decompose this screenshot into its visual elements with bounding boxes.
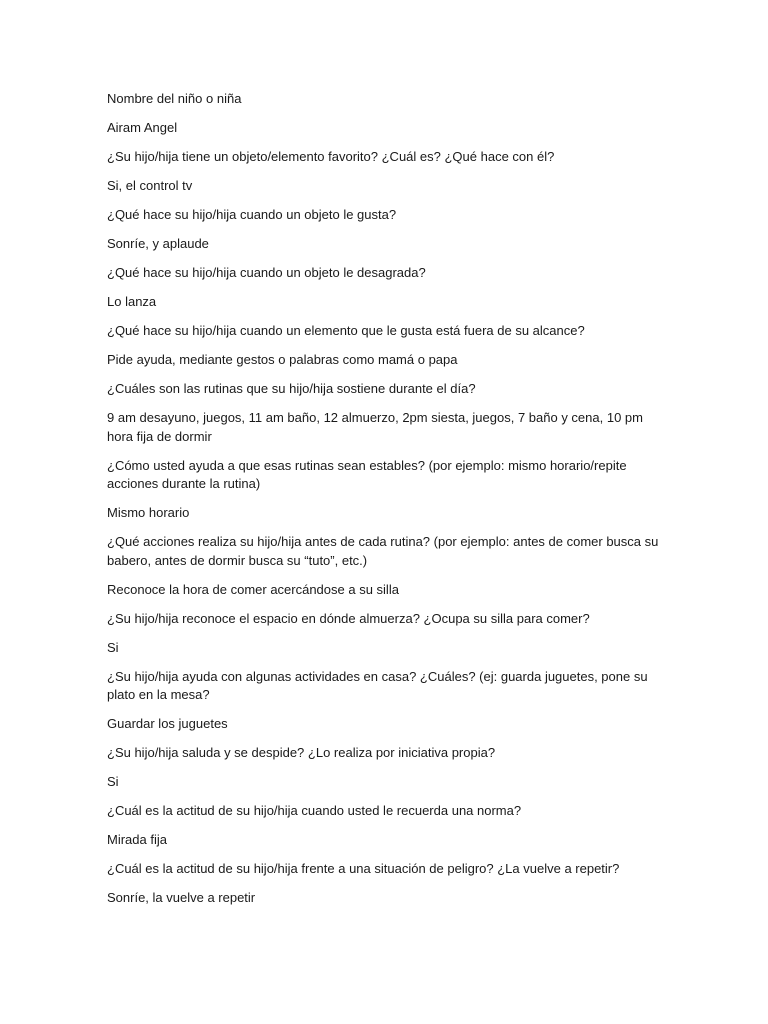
- question-home-activities: ¿Su hijo/hija ayuda con algunas actividades en casa? ¿Cuáles? (ej: guarda juguetes, pone su plato en la mesa?: [107, 668, 648, 702]
- question-actions-before-routine: ¿Qué acciones realiza su hijo/hija antes de cada rutina? (por ejemplo: antes de comer busca su babero, antes de dormir busca su “tuto”, etc.): [107, 534, 659, 568]
- answer-actions-before-routine: Reconoce la hora de comer acercándose a su silla: [107, 581, 399, 597]
- answer-stable-routines: Mismo horario: [107, 505, 190, 520]
- child-name-answer: Airam Angel: [107, 120, 178, 135]
- answer-out-of-reach: Pide ayuda, mediante gestos o palabras como mamá o papa: [107, 352, 458, 367]
- answer-daily-routines: 9 am desayuno, juegos, 11 am baño, 12 almuerzo, 2pm siesta, juegos, 7 baño y cena, 10 pm hora fija de dormir: [107, 410, 643, 444]
- question-rule-reminder: ¿Cuál es la actitud de su hijo/hija cuando usted le recuerda una norma?: [107, 803, 522, 818]
- answer-danger-situation: Sonríe, la vuelve a repetir: [107, 890, 256, 905]
- child-name-label: Nombre del niño o niña: [107, 91, 242, 106]
- question-greets: ¿Su hijo/hija saluda y se despide? ¿Lo realiza por iniciativa propia?: [107, 745, 496, 760]
- answer-rule-reminder: Mirada fija: [107, 832, 167, 847]
- question-object-likes: ¿Qué hace su hijo/hija cuando un objeto le gusta?: [107, 207, 397, 222]
- document-page: [107, 90, 667, 918]
- answer-object-dislikes: Lo lanza: [107, 294, 157, 309]
- question-object-dislikes: ¿Qué hace su hijo/hija cuando un objeto le desagrada?: [107, 265, 426, 280]
- question-daily-routines: ¿Cuáles son las rutinas que su hijo/hija sostiene durante el día?: [107, 381, 476, 396]
- question-favorite-object: ¿Su hijo/hija tiene un objeto/elemento favorito? ¿Cuál es? ¿Qué hace con él?: [107, 149, 555, 164]
- question-danger-situation: ¿Cuál es la actitud de su hijo/hija frente a una situación de peligro? ¿La vuelve a repetir?: [107, 861, 620, 876]
- question-out-of-reach: ¿Qué hace su hijo/hija cuando un elemento que le gusta está fuera de su alcance?: [107, 323, 585, 338]
- question-lunch-space: ¿Su hijo/hija reconoce el espacio en dónde almuerza? ¿Ocupa su silla para comer?: [107, 610, 590, 626]
- answer-home-activities: Guardar los juguetes: [107, 716, 228, 731]
- answer-lunch-space: Si: [107, 639, 119, 655]
- question-stable-routines: ¿Cómo usted ayuda a que esas rutinas sean estables? (por ejemplo: mismo horario/repite acciones durante la rutina): [107, 457, 627, 491]
- answer-object-likes: Sonríe, y aplaude: [107, 236, 209, 251]
- answer-greets: Si: [107, 774, 119, 789]
- answer-favorite-object: Si, el control tv: [107, 178, 193, 193]
